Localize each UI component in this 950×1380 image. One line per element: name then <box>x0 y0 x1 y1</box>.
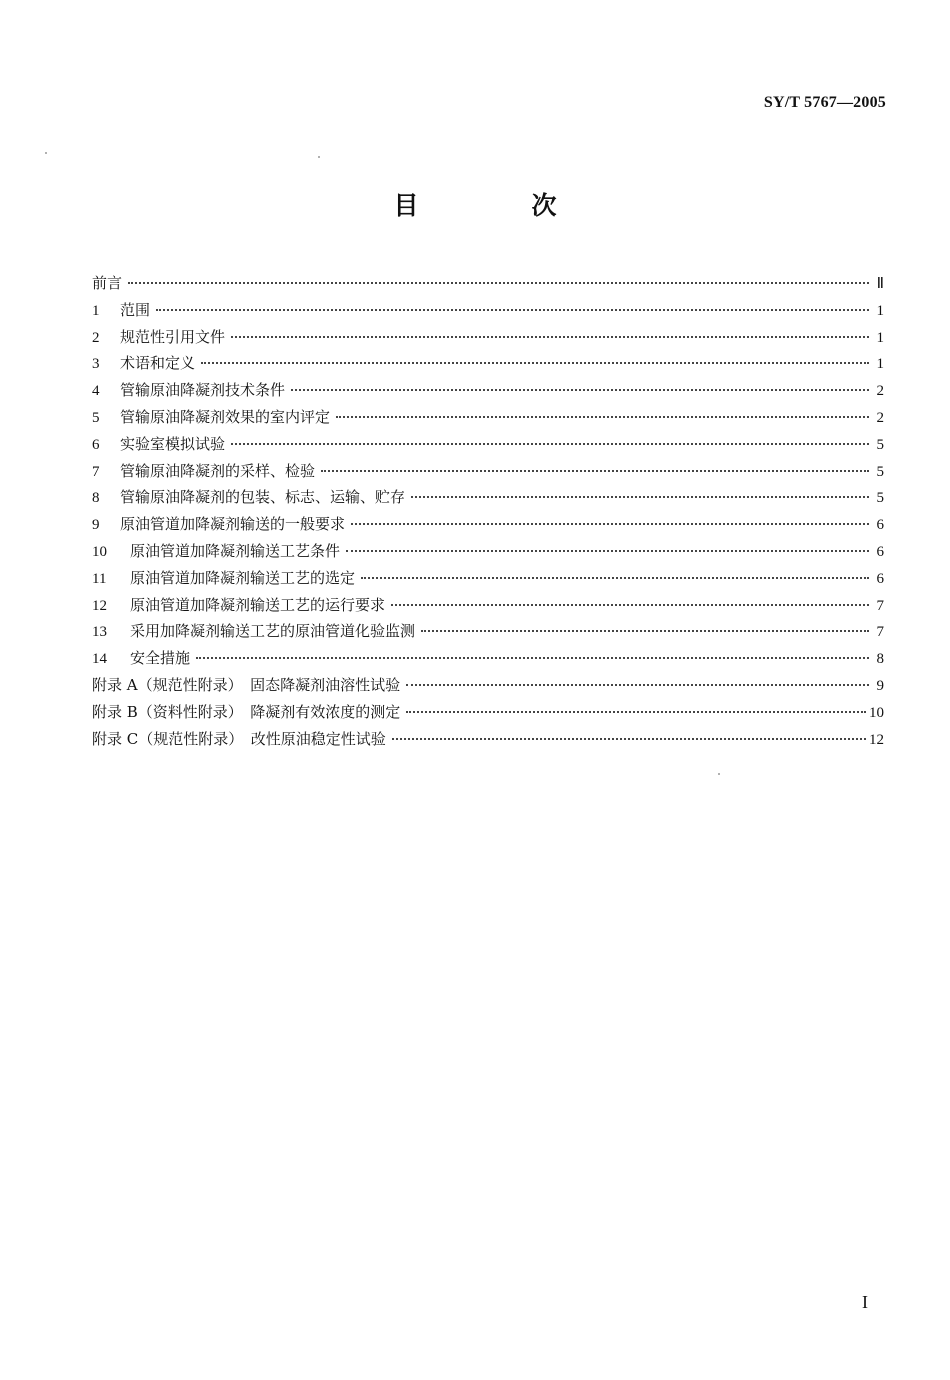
toc-entry-title: 安全措施 <box>130 649 191 668</box>
toc-entry-page: 6 <box>876 570 884 587</box>
standard-code: SY/T 5767—2005 <box>763 94 886 111</box>
toc-entry[interactable] <box>92 404 884 431</box>
toc-leader-dots <box>231 429 869 445</box>
toc-leader-dots <box>336 402 869 418</box>
toc-entry-title: 实验室模拟试验 <box>120 434 226 453</box>
toc-leader-dots <box>346 536 869 552</box>
toc-entry-page: 5 <box>876 436 884 453</box>
toc-entry[interactable] <box>92 538 884 565</box>
toc-entry-page: 7 <box>876 624 884 641</box>
toc-leader-dots <box>411 482 869 498</box>
toc-entry-number: 4 <box>92 383 100 400</box>
toc-entry-title: 原油管道加降凝剂输送工艺的选定 <box>130 568 356 587</box>
toc-leader-dots <box>231 322 869 338</box>
toc-entry-title: 范围 <box>120 300 151 319</box>
toc-leader-dots <box>196 643 869 659</box>
toc-entry-page: 1 <box>876 329 884 346</box>
toc-entry-title: 原油管道加降凝剂输送工艺条件 <box>130 541 341 560</box>
toc-entry-page: 1 <box>876 302 884 319</box>
toc-entry-page: 6 <box>876 517 884 534</box>
toc-entry-title: 管输原油降凝剂的采样、检验 <box>120 461 316 480</box>
toc-entry[interactable] <box>92 618 884 645</box>
toc-entry[interactable] <box>92 565 884 592</box>
toc-entry-page: 2 <box>876 409 884 426</box>
toc-entry-annex[interactable] <box>92 726 884 753</box>
toc-entry[interactable] <box>92 270 884 297</box>
toc-leader-dots <box>392 724 866 740</box>
toc-entry-page: 10 <box>869 704 884 721</box>
toc-entry[interactable] <box>92 431 884 458</box>
toc-title: 目 次 <box>393 191 601 220</box>
toc-entry-page: Ⅱ <box>876 276 884 292</box>
toc-leader-dots <box>406 697 866 713</box>
toc-entry[interactable] <box>92 377 884 404</box>
toc-entry-number: 12 <box>92 597 107 614</box>
toc-entry[interactable] <box>92 458 884 485</box>
toc-entry-annex[interactable] <box>92 672 884 699</box>
toc-entry[interactable] <box>92 511 884 538</box>
scan-speck <box>718 773 720 775</box>
toc-leader-dots <box>351 509 869 525</box>
toc-leader-dots <box>391 590 869 606</box>
toc-entry-page: 9 <box>876 677 884 694</box>
toc-entry-title: 附录 C（规范性附录） 改性原油稳定性试验 <box>92 729 386 748</box>
toc-entry-number: 11 <box>92 570 107 587</box>
toc-entry[interactable] <box>92 324 884 351</box>
toc-leader-dots <box>291 375 869 391</box>
toc-entry-page: 7 <box>876 597 884 614</box>
toc-entry-title: 附录 B（资料性附录） 降凝剂有效浓度的测定 <box>92 702 401 721</box>
toc-entry-annex[interactable] <box>92 699 884 726</box>
toc-entry-page: 12 <box>869 731 884 748</box>
toc-entry-title: 管输原油降凝剂的包装、标志、运输、贮存 <box>120 488 406 507</box>
toc-entry-number: 5 <box>92 409 100 426</box>
toc-leader-dots <box>156 295 869 311</box>
toc-entry-number: 2 <box>92 329 100 346</box>
toc-entry-number: 14 <box>92 651 107 668</box>
toc-entry-title: 原油管道加降凝剂输送工艺的运行要求 <box>130 595 386 614</box>
toc-entry-page: 5 <box>876 463 884 480</box>
toc-entry-number: 10 <box>92 543 107 560</box>
toc-leader-dots <box>406 670 869 686</box>
toc-entry-title: 前言 <box>92 274 123 292</box>
toc-entry-number: 7 <box>92 463 100 480</box>
toc-entry-title: 原油管道加降凝剂输送的一般要求 <box>120 515 346 534</box>
scan-speck <box>45 152 47 154</box>
toc-entry-title: 管输原油降凝剂技术条件 <box>120 381 286 400</box>
toc-entry-number: 13 <box>92 624 107 641</box>
toc-leader-dots <box>321 456 869 472</box>
toc-entry-title: 采用加降凝剂输送工艺的原油管道化验监测 <box>130 622 416 641</box>
toc-entry-title: 规范性引用文件 <box>120 327 226 346</box>
toc-entry-title: 附录 A（规范性附录） 固态降凝剂油溶性试验 <box>92 675 401 694</box>
toc-entry-page: 8 <box>876 651 884 668</box>
toc-entry-title: 管输原油降凝剂效果的室内评定 <box>120 407 331 426</box>
toc-entry[interactable] <box>92 297 884 324</box>
toc-entry-number: 1 <box>92 302 100 319</box>
toc-entry-title: 术语和定义 <box>120 354 196 373</box>
table-of-contents <box>92 270 884 752</box>
toc-entry-number: 6 <box>92 436 100 453</box>
toc-entry-page: 2 <box>876 383 884 400</box>
page-number: I <box>862 1292 868 1312</box>
toc-entry[interactable] <box>92 350 884 377</box>
toc-entry-number: 9 <box>92 517 100 534</box>
toc-entry-page: 6 <box>876 543 884 560</box>
toc-entry-page: 1 <box>876 356 884 373</box>
toc-leader-dots <box>361 563 869 579</box>
toc-entry[interactable] <box>92 645 884 672</box>
toc-leader-dots <box>421 616 869 632</box>
toc-leader-dots <box>128 268 869 284</box>
toc-entry[interactable] <box>92 592 884 619</box>
scan-speck <box>318 156 320 158</box>
toc-entry[interactable] <box>92 484 884 511</box>
toc-leader-dots <box>201 348 869 364</box>
toc-entry-number: 8 <box>92 490 100 507</box>
toc-entry-page: 5 <box>876 490 884 507</box>
toc-entry-number: 3 <box>92 356 100 373</box>
